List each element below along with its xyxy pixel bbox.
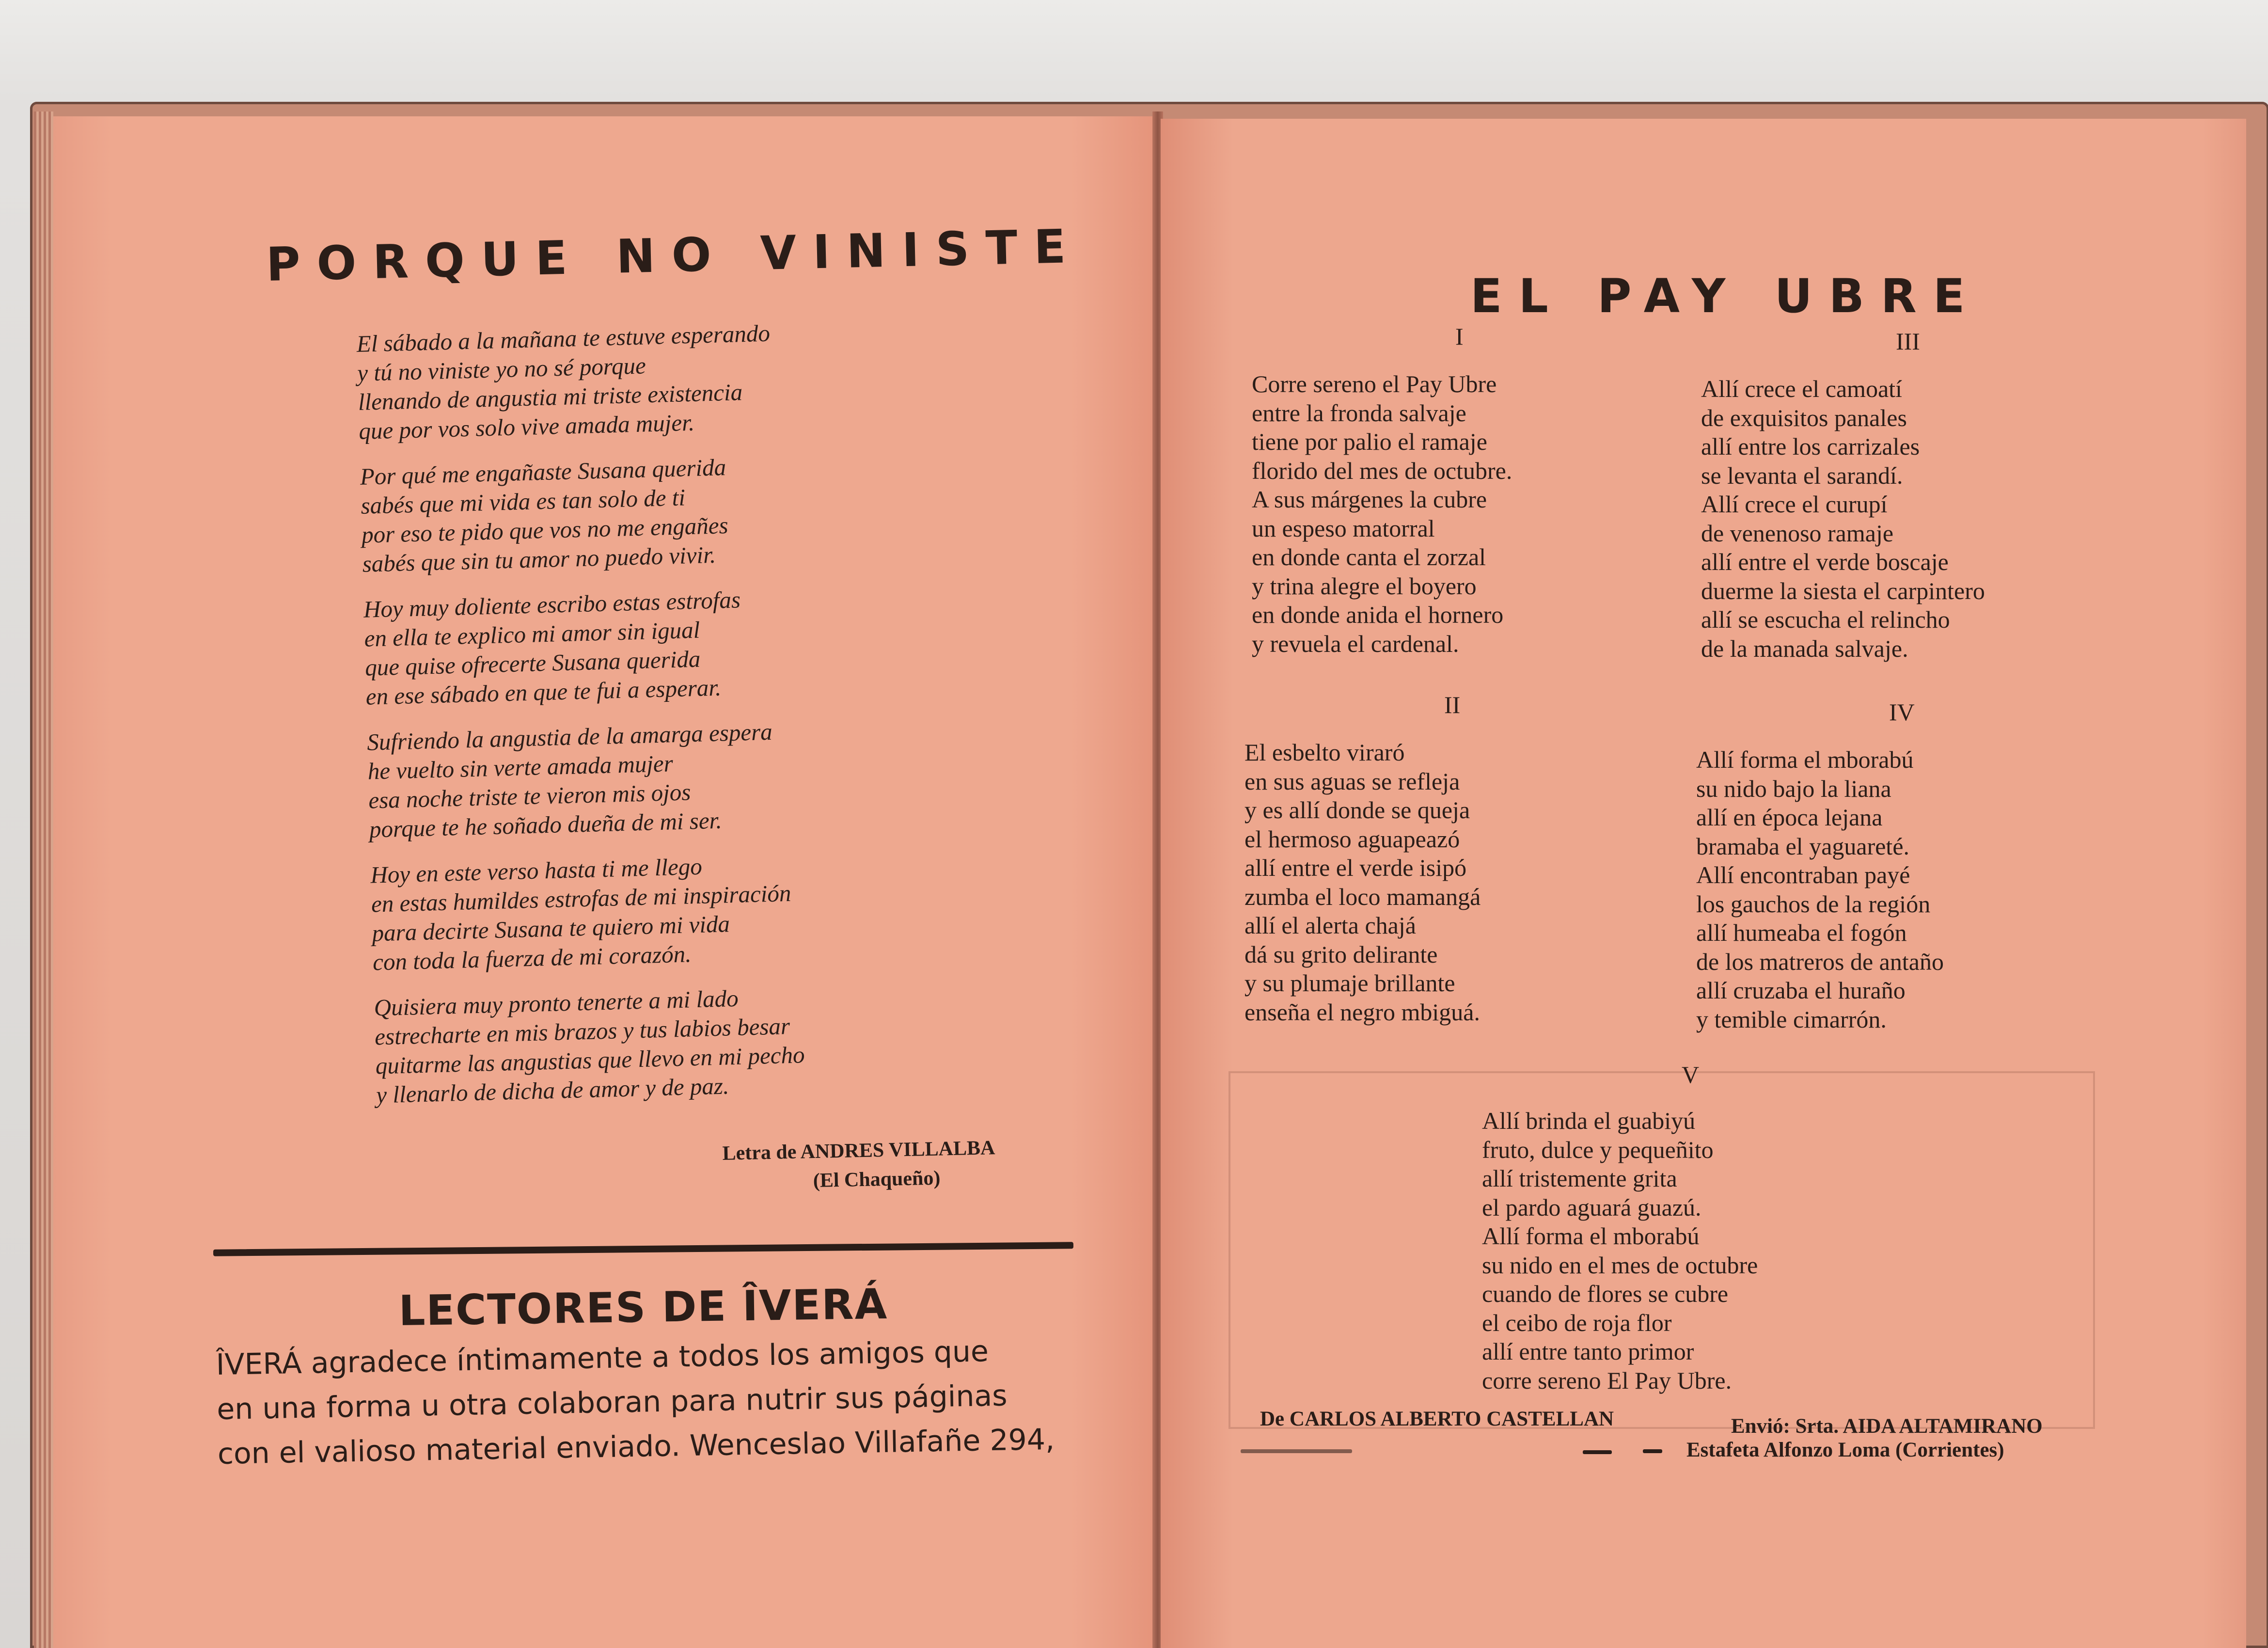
verse-line: y es allí donde se queja: [1244, 796, 1470, 824]
ink-smudge: [1643, 1449, 1662, 1453]
lyrics-credit-nickname: (El Chaqueño): [813, 1167, 941, 1192]
sender-name: Envió: Srta. AIDA ALTAMIRANO: [1731, 1415, 2043, 1438]
ink-smudge: [1583, 1450, 1612, 1454]
stanza: [374, 977, 1007, 1110]
section-iv: [1696, 745, 1944, 1034]
section-ii: [1244, 738, 1480, 1027]
verse-line: allí tristemente grita: [1482, 1165, 1677, 1192]
verse-line: llenando de angustia mi triste existencia: [358, 379, 743, 415]
section-i: [1252, 370, 1512, 658]
verse-line: tiene por palio el ramaje: [1252, 428, 1487, 455]
stanza: [370, 844, 1003, 977]
verse-line: y temible cimarrón.: [1696, 1005, 1887, 1033]
verse-line: y revuela el cardenal.: [1252, 630, 1459, 657]
verse-line: el hermoso aguapeazó: [1244, 825, 1460, 853]
stanza: [363, 579, 996, 712]
verse-line: A sus márgenes la cubre: [1252, 486, 1487, 513]
stanza: [360, 446, 992, 579]
verse-line: allí entre el verde boscaje: [1701, 548, 1949, 575]
verse-line: Allí brinda el guabiyú: [1482, 1107, 1696, 1134]
verse-line: dá su grito delirante: [1244, 940, 1438, 968]
verse-line: he vuelto sin verte amada mujer: [367, 750, 674, 785]
verse-line: en donde anida el hornero: [1252, 601, 1504, 628]
poem-title-porque-no-viniste: PORQUE NO VINISTE: [266, 219, 1083, 292]
section-numeral-iii: III: [1896, 328, 1920, 355]
poem-title-el-pay-ubre: EL PAY UBRE: [1470, 269, 1982, 323]
verse-line: allí entre los carrizales: [1701, 433, 1920, 460]
verse-line: de venenoso ramaje: [1701, 519, 1894, 547]
verse-line: el ceibo de roja flor: [1482, 1309, 1672, 1336]
verse-line: Allí forma el mborabú: [1482, 1222, 1700, 1250]
verse-line: bramaba el yaguareté.: [1696, 832, 1910, 860]
sender-address: Estafeta Alfonzo Loma (Corrientes): [1686, 1439, 2004, 1461]
stanza: [367, 712, 1000, 844]
verse-line: Allí crece el curupí: [1701, 491, 1888, 518]
verse-line: Allí encontraban payé: [1696, 861, 1910, 888]
verse-line: de exquisitos panales: [1701, 404, 1907, 431]
lectores-line: ÎVERÁ agradece íntimamente a todos los amigos que: [216, 1334, 989, 1382]
verse-line: allí en época lejana: [1696, 804, 1883, 831]
ink-smudge: [1241, 1449, 1352, 1453]
verse-line: fruto, dulce y pequeñito: [1482, 1136, 1714, 1163]
verse-line: su nido bajo la liana: [1696, 775, 1891, 802]
verse-line: zumba el loco mamangá: [1244, 883, 1481, 910]
verse-line: que por vos solo vive amada mujer.: [358, 409, 695, 444]
verse-line: El sábado a la mañana te estuve esperando: [356, 319, 771, 357]
lectores-line: en una forma u otra colaboran para nutrir sus páginas: [216, 1379, 1008, 1426]
verse-line: cuando de flores se cubre: [1482, 1280, 1729, 1307]
page-edges: [34, 111, 53, 1648]
verse-line: entre la fronda salvaje: [1252, 399, 1466, 427]
verse-line: Allí crece el camoatí: [1701, 375, 1903, 402]
verse-line: el pardo aguará guazú.: [1482, 1193, 1701, 1221]
verse-line: El esbelto viraró: [1244, 739, 1405, 766]
section-numeral-v: V: [1682, 1061, 1700, 1088]
verse-line: y su plumaje brillante: [1244, 969, 1455, 997]
verse-line: Corre sereno el Pay Ubre: [1252, 370, 1497, 397]
verse-line: estrecharte en mis brazos y tus labios besar: [374, 1013, 790, 1050]
section-v: [1482, 1107, 1758, 1395]
verse-line: allí se escucha el relincho: [1701, 606, 1950, 633]
verse-line: en ese sábado en que te fui a esperar.: [365, 674, 722, 710]
verse-line: corre sereno El Pay Ubre.: [1482, 1366, 1732, 1394]
section-numeral-ii: II: [1444, 691, 1461, 718]
lyrics-credit: [722, 1133, 996, 1197]
verse-line: se levanta el sarandí.: [1701, 461, 1903, 489]
verse-line: para decirte Susana te quiero mi vida: [371, 910, 730, 947]
lyrics-credit-author: Letra de ANDRES VILLALBA: [722, 1137, 995, 1165]
stanza: [356, 313, 989, 446]
lectores-title: LECTORES DE ÎVERÁ: [398, 1280, 888, 1335]
lectores-line: con el valioso material enviado. Wenceslao Villafañe 294,: [217, 1422, 1055, 1471]
section-numeral-i: I: [1455, 323, 1464, 350]
verse-line: enseña el negro mbiguá.: [1244, 998, 1480, 1026]
verse-line: que quise ofrecerte Susana querida: [364, 645, 701, 681]
verse-line: allí cruzaba el huraño: [1696, 977, 1906, 1004]
verse-line: allí el alerta chajá: [1244, 912, 1416, 939]
verse-line: por eso te pido que vos no me engañes: [361, 512, 729, 548]
verse-line: allí entre tanto primor: [1482, 1338, 1694, 1365]
verse-line: su nido en el mes de octubre: [1482, 1251, 1758, 1279]
verse-line: allí entre el verde isipó: [1244, 854, 1467, 881]
verse-line: y trina alegre el boyero: [1252, 572, 1477, 600]
verse-line: en sus aguas se refleja: [1244, 767, 1460, 795]
verse-line: con toda la fuerza de mi corazón.: [372, 940, 692, 976]
verse-line: un espeso matorral: [1252, 514, 1435, 542]
section-iii: [1701, 375, 1985, 663]
verse-line: Por qué me engañaste Susana querida: [360, 454, 726, 490]
verse-line: duerme la siesta el carpintero: [1701, 577, 1985, 604]
verse-line: sabés que sin tu amor no puedo vivir.: [362, 541, 716, 577]
verse-line: en estas humildes estrofas de mi inspiración: [371, 879, 791, 918]
section-numeral-iv: IV: [1889, 698, 1915, 726]
verse-line: Quisiera muy pronto tenerte a mi lado: [373, 984, 739, 1021]
verse-line: quitarme las angustias que llevo en mi pecho: [375, 1041, 805, 1079]
verse-line: los gauchos de la región: [1696, 890, 1931, 918]
verse-line: de la manada salvaje.: [1701, 634, 1908, 662]
verse-line: Sufriendo la angustia de la amarga espera: [366, 718, 773, 756]
verse-line: Hoy en este verso hasta ti me llego: [370, 853, 703, 888]
verse-line: y tú no viniste yo no sé porque: [357, 352, 646, 386]
verse-line: florido del mes de octubre.: [1252, 457, 1512, 484]
author-credit: De CARLOS ALBERTO CASTELLAN: [1260, 1408, 1614, 1430]
verse-line: porque te he soñado dueña de mi ser.: [369, 807, 723, 843]
verse-line: Allí forma el mborabú: [1696, 746, 1914, 773]
verse-line: Hoy muy doliente escribo estas estrofas: [363, 586, 741, 623]
verse-line: sabés que mi vida es tan solo de ti: [360, 484, 686, 519]
verse-line: en donde canta el zorzal: [1252, 543, 1486, 570]
poem-porque-no-viniste: [356, 313, 1007, 1126]
verse-line: en ella te explico mi amor sin igual: [363, 616, 700, 652]
lectores-body: [216, 1327, 1100, 1476]
verse-line: allí humeaba el fogón: [1696, 919, 1907, 946]
verse-line: esa noche triste te vieron mis ojos: [368, 778, 691, 814]
verse-line: de los matreros de antaño: [1696, 948, 1944, 975]
verse-line: y llenarlo de dicha de amor y de paz.: [376, 1072, 729, 1109]
